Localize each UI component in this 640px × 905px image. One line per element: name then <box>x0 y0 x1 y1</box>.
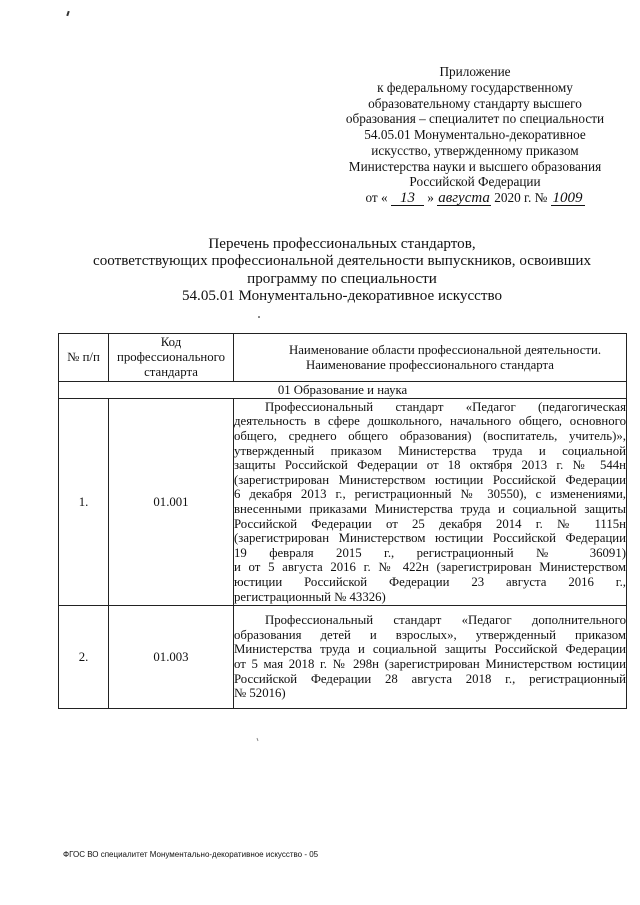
row-code: 01.003 <box>109 606 234 709</box>
order-day-handwritten: 13 <box>391 192 424 206</box>
standard-text-line: (зарегистрирован Министерством юстиции Российской Федерации <box>234 531 626 546</box>
standard-text-line: Российской Федерации 28 августа 2018 г., регистрационный <box>234 671 626 686</box>
row-standard-name <box>234 606 627 709</box>
header-name-line: Наименование профессионального стандарта <box>306 357 554 372</box>
standard-text-line: общего, среднего общего образования) (воспитатель, учитель)», <box>234 429 626 444</box>
standard-text-line: Министерства труда и социальной защиты Российской Федерации <box>234 642 626 657</box>
row-number: 2. <box>59 606 109 709</box>
order-prefix: от « <box>365 190 388 205</box>
order-month-handwritten: августа <box>438 190 490 206</box>
appendix-line: искусство, утвержденному приказом <box>371 142 579 158</box>
title-line: программу по специальности <box>247 270 437 287</box>
appendix-block <box>340 64 610 206</box>
order-number-handwritten: 1009 <box>552 190 583 206</box>
standard-text-line: внесенными приказами Министерства труда и социальной защиты <box>234 502 626 516</box>
standard-text-line: образования детей и взрослых», утвержденный приказом <box>234 627 626 642</box>
standard-text-line: № 52016) <box>234 686 286 701</box>
standard-text-line: защиты Российской Федерации от 18 октября 2013 г. № 544н <box>234 458 626 473</box>
header-name <box>234 334 627 382</box>
order-year: 2020 г. № <box>494 190 548 205</box>
table-header-row <box>59 334 627 382</box>
document-title <box>58 236 626 305</box>
standard-text-line: Российской Федерации от 25 декабря 2014 г. № 1115н <box>234 516 626 531</box>
header-code-line: стандарта <box>144 365 198 379</box>
appendix-line: Российской Федерации <box>409 174 541 190</box>
header-code-line: профессионального <box>117 350 225 364</box>
appendix-line: Министерства науки и высшего образования <box>348 158 602 174</box>
table-row <box>59 606 627 709</box>
header-number-label: № п/п <box>67 350 100 364</box>
appendix-line: к федеральному государственному <box>377 79 573 95</box>
row-code: 01.001 <box>109 399 234 606</box>
standard-text-line: Профессиональный стандарт «Педагог дополнительного <box>265 613 626 628</box>
appendix-heading: Приложение <box>439 64 511 79</box>
section-row <box>59 382 627 399</box>
title-line: 54.05.01 Монументально-декоративное искусство <box>181 287 503 304</box>
header-number <box>59 334 109 382</box>
header-code <box>109 334 234 382</box>
standard-text-line: юстиции Российской Федерации 23 августа 2016 г., <box>234 574 626 589</box>
appendix-line: 54.05.01 Монументально-декоративное <box>364 127 586 142</box>
section-title: 01 Образование и наука <box>59 382 627 399</box>
scan-speck <box>257 738 259 741</box>
standards-table <box>58 333 627 709</box>
page-footer: ФГОС ВО специалитет Монументально-декоративное искусство - 05 <box>63 850 319 859</box>
appendix-line: образования – специалитет по специальности <box>345 111 605 127</box>
table-row <box>59 399 627 606</box>
standard-text-line: деятельность в сфере дошкольного, начального общего, основного <box>234 414 626 429</box>
scan-speck <box>66 11 69 16</box>
order-quote-close: » <box>427 190 434 205</box>
title-line: Перечень профессиональных стандартов, <box>208 236 476 252</box>
standard-text-line: 6 декабря 2013 г., регистрационный № 30550), с изменениями, <box>234 487 626 502</box>
title-line: соответствующих профессиональной деятельности выпускников, освоивших <box>93 253 591 270</box>
header-code-line: Код <box>160 335 182 349</box>
standard-text-line: регистрационный № 43326) <box>234 589 386 604</box>
standard-text-line: (зарегистрирован Министерством юстиции Российской Федерации <box>234 472 626 487</box>
standard-text-line: от 5 мая 2018 г. № 298н (зарегистрирован Министерством юстиции <box>234 657 626 671</box>
header-name-line: Наименование области профессиональной деятельности. <box>288 342 602 357</box>
appendix-line: образовательному стандарту высшего <box>368 95 582 111</box>
row-number: 1. <box>59 399 109 606</box>
row-standard-name <box>234 399 627 606</box>
standard-text-line: и от 5 августа 2016 г. № 422н (зарегистрирован Министерством <box>234 560 626 575</box>
order-date-line <box>340 190 610 206</box>
standard-text-line: утвержденный приказом Министерства труда и социальной <box>234 443 626 458</box>
standard-text-line: Профессиональный стандарт «Педагог (педагогическая <box>265 399 626 414</box>
scan-speck <box>258 316 260 318</box>
standard-text-line: 19 февраля 2015 г., регистрационный № 36091) <box>234 545 626 560</box>
